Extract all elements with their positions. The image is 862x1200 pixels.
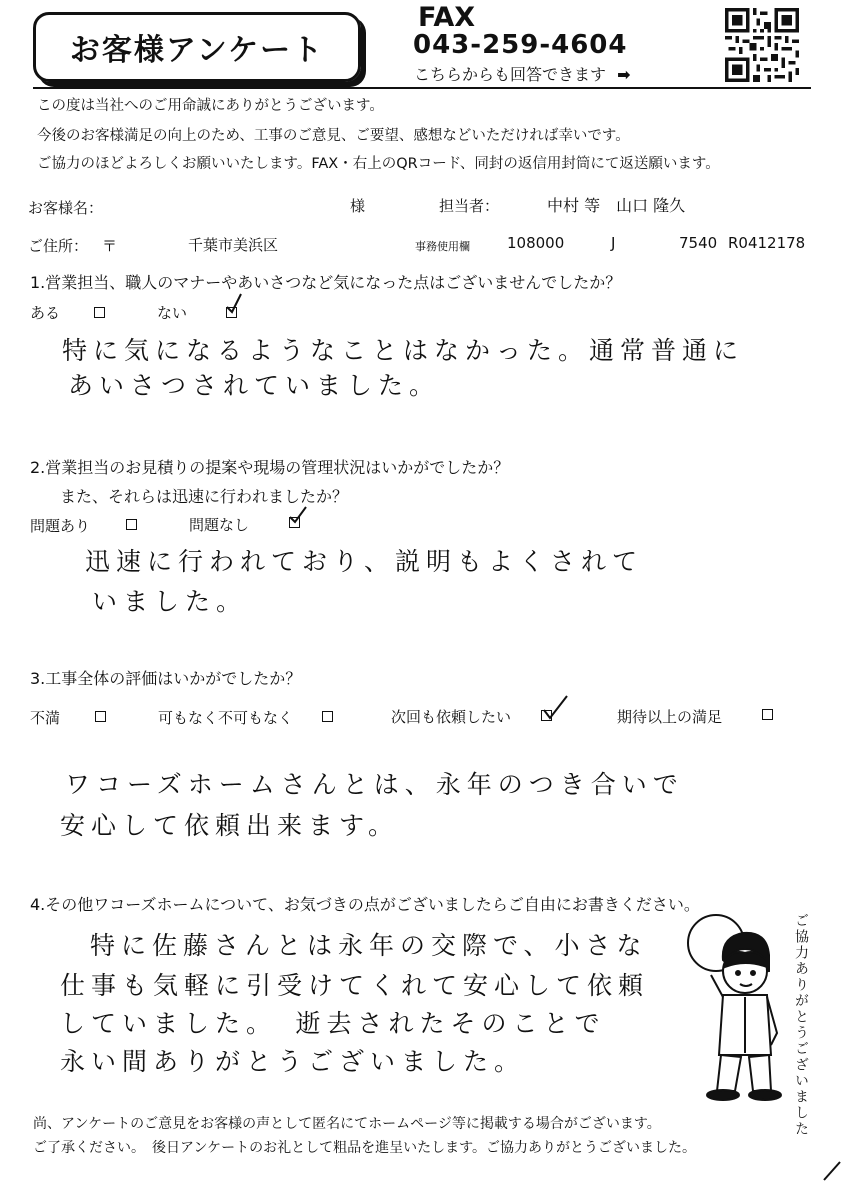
checkbox-icon[interactable] xyxy=(94,307,105,318)
right-arrow-icon: ➡ xyxy=(617,65,631,84)
question-2: 2.営業担当のお見積りの提案や現場の管理状況はいかがでしたか？ xyxy=(30,458,510,477)
q3-option-exceeded: 期待以上の満足 xyxy=(617,708,723,726)
office-use-label: 事務使用欄 xyxy=(415,240,470,253)
checkbox-icon[interactable] xyxy=(95,711,106,722)
checkbox-icon[interactable] xyxy=(322,711,333,722)
footer-line-2: ご了承ください。 後日アンケートのお礼として粗品を進呈いたします。ご協力ありがとうございました。 xyxy=(33,1140,697,1156)
intro-line-2: 今後のお客様満足の向上のため、工事のご意見、ご要望、感想などいただければ幸いです。 xyxy=(37,128,630,144)
office-code-2: J xyxy=(611,234,616,252)
honorific: 様 xyxy=(350,197,366,215)
q1-option-no: ない xyxy=(157,304,188,322)
question-3: 3.工事全体の評価はいかがでしたか？ xyxy=(30,669,302,688)
survey-title-box xyxy=(33,12,361,82)
corner-mark xyxy=(820,1158,844,1182)
checkbox-icon[interactable] xyxy=(762,709,773,720)
q3-answer-line-1: ワコーズホームさんとは、永年のつき合いで xyxy=(65,770,684,799)
checkmark-icon xyxy=(540,692,570,722)
fax-number: 043-259-4604 xyxy=(413,30,628,60)
q1-option-yes: ある xyxy=(30,304,61,322)
intro-line-1: この度は当社へのご用命誠にありがとうございます。 xyxy=(37,98,384,114)
q4-answer-line-3: していました。 逝去されたそのことで xyxy=(60,1009,606,1038)
side-thanks-note: ご協力ありがとうございました xyxy=(793,913,809,1137)
customer-name-label: お客様名： xyxy=(28,199,104,217)
header-divider xyxy=(33,87,811,89)
q2-option-no-problem: 問題なし xyxy=(189,516,250,534)
q3-answer-line-2: 安心して依頼出来ます。 xyxy=(60,811,400,840)
checkbox-icon[interactable] xyxy=(126,519,137,530)
q1-answer-line-1: 特に気になるようなことはなかった。通常普通に xyxy=(62,336,745,365)
question-2-sub: また、それらは迅速に行われましたか？ xyxy=(60,487,349,506)
checkmark-icon xyxy=(287,504,309,526)
q2-answer-line-2: いました。 xyxy=(92,587,248,616)
q2-option-problem: 問題あり xyxy=(30,517,91,535)
staff-names: 中村 等 山口 隆久 xyxy=(547,196,686,215)
q4-answer-line-1: 特に佐藤さんとは永年の交際で、小さな xyxy=(90,931,648,960)
q4-answer-line-4: 永い間ありがとうございました。 xyxy=(60,1047,526,1076)
qr-code-icon xyxy=(724,8,800,82)
question-1: 1.営業担当、職人のマナーやあいさつなど気になった点はございませんでしたか？ xyxy=(30,273,622,292)
q3-option-unsatisfied: 不満 xyxy=(30,709,61,727)
q2-answer-line-1: 迅速に行われており、説明もよくされて xyxy=(85,547,644,576)
question-4: 4.その他ワコーズホームについて、お気づきの点がございましたらご自由にお書きください。 xyxy=(30,895,700,914)
intro-line-3: ご協力のほどよろしくお願いいたします。FAX・右上のQRコード、同封の返信用封筒にて返送願います。 xyxy=(37,156,720,172)
mascot-illustration xyxy=(683,905,795,1105)
qr-note xyxy=(414,62,631,85)
staff-label: 担当者： xyxy=(439,197,500,215)
q3-option-neutral: 可もなく不可もなく xyxy=(158,709,294,727)
address-label: ご住所： xyxy=(28,237,89,255)
address-value: 千葉市美浜区 xyxy=(188,236,279,254)
fax-label: FAX xyxy=(418,2,476,33)
office-code-3: 7540 xyxy=(679,234,718,252)
checkmark-icon xyxy=(224,292,244,316)
survey-title: お客様アンケート xyxy=(69,33,325,68)
office-code-1: 108000 xyxy=(507,234,565,252)
q1-answer-line-2: あいさつされていました。 xyxy=(68,371,441,400)
q3-option-repeat: 次回も依頼したい xyxy=(391,708,512,726)
postal-mark: 〒 xyxy=(102,237,118,255)
qr-note-text: こちらからも回答できます xyxy=(414,65,607,84)
footer-line-1: 尚、アンケートのご意見をお客様の声として匿名にてホームページ等に掲載する場合がございます。 xyxy=(33,1116,661,1132)
office-code-4: R0412178 xyxy=(728,234,806,252)
q4-answer-line-2: 仕事も気軽に引受けてくれて安心して依頼 xyxy=(60,971,650,1000)
